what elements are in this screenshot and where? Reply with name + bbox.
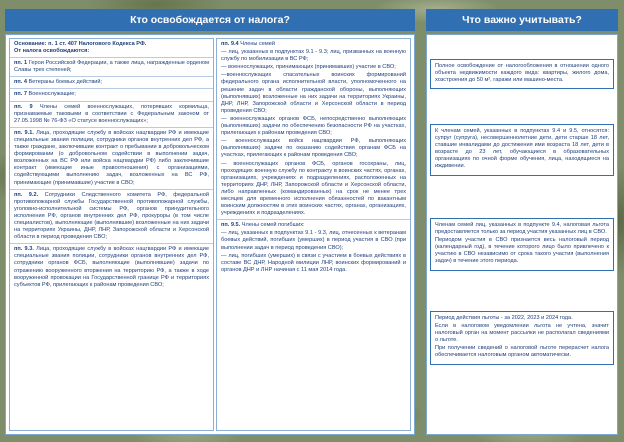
note-participation-period-a: Членам семей лиц, указанных в подпункте 9.4, налоговая льгота предоставляется только за период участия указанных лиц в СВО. — [435, 222, 609, 236]
note-participation-period-b: Периодом участия в СВО признается весь налоговый период (календарный год), в течение которого лицо было привлечено к участию в СВО независимо от срока такого участия (выполнения задач) в течение этого периода. — [435, 237, 609, 265]
item-p94-f: — военнослужащих органов ФСБ, органов госохраны, лиц, проходящих военную службу по контракту в воинских частях, органах, организациях, учреждениях и подразделениях, расположенных на территориях ДНР, ЛНР, Запорожской области и Херсонской области, либо направленных (командированных) на срок не менее трех месяцев для временного исполнения обязанностей по вакантным воинским должностям в этих воинских частях, органах, организациях, учреждениях и подразделениях. — [221, 160, 406, 217]
item-p4-lead: пп. 4 — [14, 79, 27, 86]
item-p1 — [10, 58, 213, 77]
exemption-column-left — [9, 38, 214, 431]
notes-panel — [426, 34, 618, 435]
item-p1-text: Герои Российской Федерации, а также лица, награжденные орденом Славы трех степеней; — [14, 60, 210, 74]
item-p94-b: — военнослужащих, принимающих (принимавших) участие в СВО; — [221, 64, 396, 71]
basis-line: Основание: п. 1 ст. 407 Налогового Кодекса РФ. — [14, 41, 147, 47]
item-p94 — [217, 39, 410, 220]
item-p91-text: Лица, проходящие службу в войсках нацгвардии РФ и имеющие специальные звания полиции, сотрудники органов внутренних дел РФ, а также граждане, заключившие контракт о пребывании в добровольческом формировании (о добровольном содействии в выполнении задач, возложенных на ВС РФ или войска нацгвардии РФ) либо заключившие контракт (имеющие иные правоотношения) с организациями, содействующими выполнению задач, возложенных на ВС РФ, принимающие (принимавшие) участие в СВО; — [14, 129, 209, 186]
item-p7-lead: пп. 7 — [14, 91, 27, 98]
item-p91 — [10, 128, 213, 190]
item-p7-text: Военнослужащие; — [28, 91, 76, 98]
item-p93 — [10, 244, 213, 291]
item-p95-b: — лиц, погибших (умерших) в связи с участием в боевых действиях в составе ВС ДНР, Народной милиции ЛНР, воинских формирований и органов ДНР и ЛНР начиная с 11 мая 2014 года. — [221, 252, 406, 273]
item-p94-e: — военнослужащих войск нацгвардии РФ, выполняющих (выполнявших) задачи по оказанию содействия органам ФСБ на участках, прилегающих к районам проведения СВО; — [221, 138, 406, 159]
item-p95-text: Члены семей погибших: — [241, 222, 305, 229]
item-p94-lead: пп. 9.4 — [221, 41, 239, 47]
note-participation-period — [430, 218, 614, 271]
basis-text — [10, 39, 213, 58]
item-p93-text: Лица, проходящие службу в войсках нацгвардии РФ и имеющие специальные звания полиции, сотрудники органов внутренних дел РФ, сотрудники органов ФСБ, выполняющие (выполнявшие) задачи по отражению вооруженного вторжения на территорию РФ, а также в ходе вооруженной провокации на Государственной границе РФ и территориях субъектов РФ, прилегающих к районам проведения СВО; — [14, 246, 209, 288]
item-p95-lead: пп. 9.5. — [221, 222, 241, 229]
note-validity-a: Период действия льготы - за 2022, 2023 и 2024 года. — [435, 315, 573, 321]
note-validity-c: При получении сведений о налоговой льготе перерасчет налога обеспечивается налоговым органом автоматически. — [435, 345, 609, 359]
item-p7 — [10, 89, 213, 101]
item-p91-lead: пп. 9.1. — [14, 129, 34, 136]
item-p92-lead: пп. 9.2. — [14, 191, 39, 198]
note-validity — [430, 311, 614, 365]
note-family-members — [430, 124, 614, 176]
item-p9-lead: пп. 9 — [14, 103, 33, 110]
item-p93-lead: пп. 9.3. — [14, 246, 34, 253]
item-p94-d: — военнослужащих органов ФСБ, непосредственно выполняющих (выполнявших) задачи по обеспечению безопасности РФ на участках, прилегающих к районам проведения СВО; — [221, 115, 406, 137]
item-p4 — [10, 77, 213, 89]
note-validity-b: Если в налоговом уведомлении льгота не учтена, значит налоговый орган на момент рассылки не располагал сведениями о льготе. — [435, 323, 609, 344]
item-p92 — [10, 190, 213, 245]
item-p94-c: —военнослужащих спасательных воинских формирований федерального органа исполнительной власти, уполномоченного на решение задач в области гражданской обороны, выполняющих (выполнявших) возложенные на них задачи на территориях Украины, ДНР, ЛНР, Запорожской области и Херсонской области в период проведения СВО; — [221, 72, 406, 114]
item-p9-text: Члены семей военнослужащих, потерявших кормильца, признаваемые таковыми в соответствии с Федеральным законом от 27.05.1998 № 76-ФЗ «О статусе военнослужащих»; — [14, 103, 209, 124]
item-p92-text: Сотрудники Следственного комитета РФ, федеральной противопожарной службы Государственной противопожарной службы, уголовно-исполнительной системы РФ, органов принудительного исполнения РФ, органов внутренних дел РФ, прокуроры (в том числе специалистов), выполняющие (выполнявшие) возложенные на них задачи на территориях Украины, ДНР, ЛНР, Запорожской области и Херсонской области в период проведения СВО; — [14, 191, 209, 241]
right-panel-title: Что важно учитывать? — [426, 9, 618, 31]
exemption-column-right — [216, 38, 411, 431]
item-p1-lead: пп. 1 — [14, 60, 28, 67]
note-full-exemption-text: Полное освобождение от налогообложения в отношении одного объекта недвижимости каждого вида: квартиры, жилого дома, хозстроения до 50 м², гаражи или машино-места. — [435, 63, 609, 84]
note-family-members-text: К членам семей, указанных в подпунктах 9.4 и 9.5, относятся: супруг (супруга), несовершеннолетние дети, дети старше 18 лет, ставшие инвалидами до достижения ими возраста 18 лет, дети в возрасте до 23 лет, обучающиеся в образовательных организациях по очной форме обучения, лица, находящиеся на иждивении. — [435, 128, 609, 170]
item-p95-a: — лиц, указанных в подпунктах 9.1 - 9.3, лиц, отнесенных к ветеранам боевых действий, погибших (умерших) в период участия в СВО (при выполнении задач в период проведения СВО); — [221, 230, 406, 251]
item-p94-text: Члены семей — [240, 41, 275, 47]
exemption-panel — [5, 34, 415, 435]
left-panel-title: Кто освобождается от налога? — [5, 9, 415, 31]
item-p94-a: — лиц, указанных в подпунктах 9.1 - 9.3; лиц, призванных на военную службу по мобилизации в ВС РФ; — [221, 49, 406, 63]
note-full-exemption — [430, 59, 614, 89]
item-p9 — [10, 102, 213, 128]
item-p4-text: Ветераны боевых действий; — [28, 79, 103, 86]
basis-subline: От налога освобождаются: — [14, 48, 90, 55]
item-p95 — [217, 220, 410, 276]
